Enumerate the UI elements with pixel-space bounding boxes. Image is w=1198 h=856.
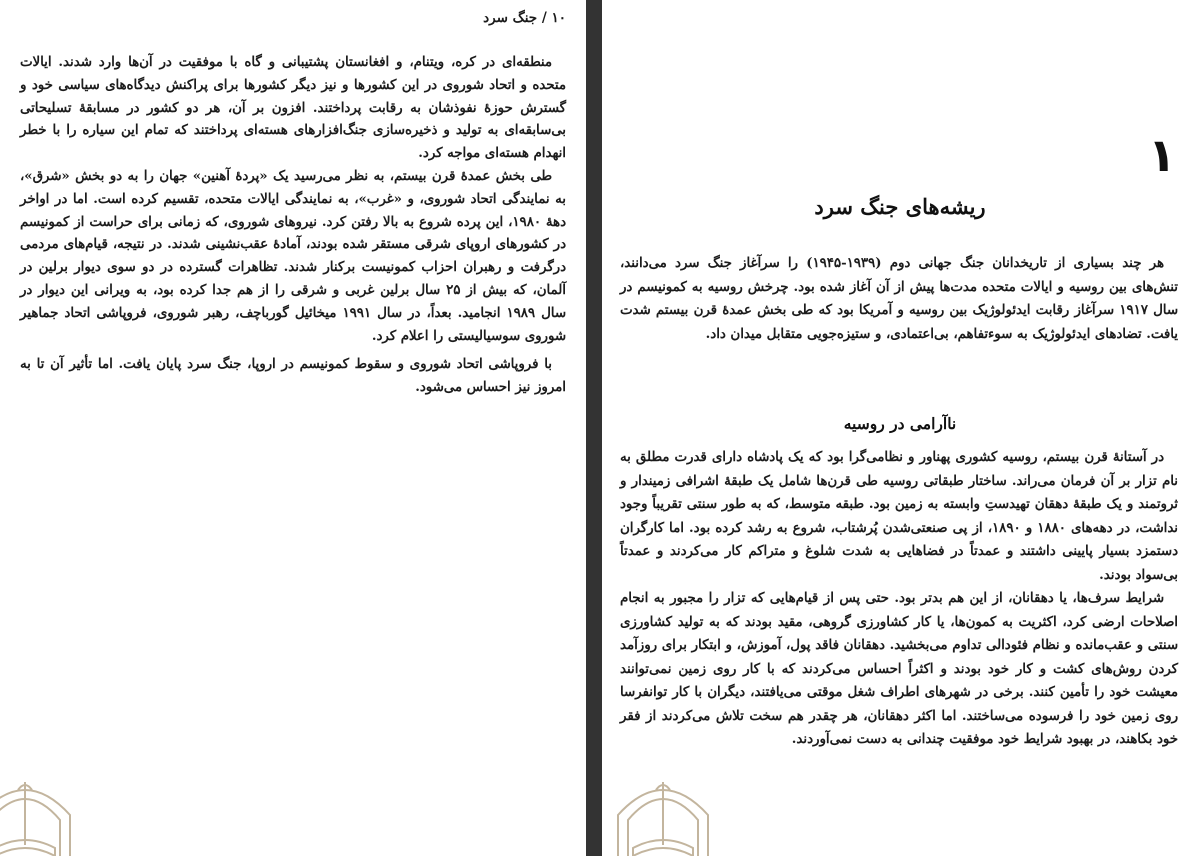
section-paragraph-2: شرایط سرف‌ها، یا دهقانان، از این هم بدتر بود. حتی پس از قیام‌هایی که تزار را مجبور به انجام اصلاحات ارضی کرد، اکثریت به کمون‌ها، یا کار کشاورزی گروهی، مقید بودند که به تولید کشاورزی سنتی و عقب‌مانده و نظام فئودالی تداوم می‌بخشید. دهقانان فاقد پول، آموزش، و ابتکار برای روزآمد کردن روش‌های کشت و کار خود بودند و اکثراً احساس می‌کردند که با کار روی زمین نمی‌توانند معیشت خود را تأمین کنند. برخی در شهرهای اطراف شغل موقتی می‌یافتند، دیگران با کار توانفرسا روی زمین خود را فرسوده می‌ساختند. اما اکثر دهقانان، هر چقدر هم سخت تلاش می‌کردند از فقر خود بکاهند، در بهبود شرایط خود موفقیت چندانی به دست نمی‌آوردند. [620, 591, 1178, 747]
library-seal-icon [608, 760, 718, 856]
left-paragraph-3: با فروپاشی اتحاد شوروی و سقوط کمونیسم در اروپا، جنگ سرد پایان یافت. اما تأثیر آن تا به امروز نیز احساس می‌شود. [20, 357, 566, 396]
chapter-title: ریشه‌های جنگ سرد [814, 194, 986, 219]
section-paragraph-1: در آستانهٔ قرن بیستم، روسیه کشوری پهناور و نظامی‌گرا بود که یک پادشاه دارای قدرت مطلق به نام تزار بر آن فرمان می‌راند. ساختار طبقاتی روسیه طی قرن‌ها شامل یک طبقهٔ اشرافی زمیندار و ثروتمند و یک طبقهٔ دهقان تهیدستِ وابسته به زمین بود. طبقه متوسط، که به طور سنتی تقریباً وجود نداشت، در دهه‌های ۱۸۸۰ و ۱۸۹۰، از پی صنعتی‌شدن پُرشتاب، شروع به رشد کرده بود. اما کارگران دستمزد بسیار پایینی داشتند و عمدتاً در فضاهایی به شدت شلوغ و متراکم کار می‌کردند و عمدتاً بی‌سواد بودند. [620, 450, 1178, 583]
section-title: ناآرامی در روسیه [843, 414, 957, 433]
left-page-body [20, 52, 566, 400]
section-body [620, 446, 1178, 752]
chapter-intro [620, 252, 1178, 346]
intro-paragraph: هر چند بسیاری از تاریخدانان جنگ جهانی دوم (۱۹۳۹-۱۹۴۵) را سرآغاز جنگ سرد می‌دانند، تنش‌های بین روسیه و ایالات متحده مدت‌ها پیش از آن آغاز شده بود. چرخش روسیه به کمونیسم در سال ۱۹۱۷ سرآغاز رقابت ایدئولوژیک بین روسیه و آمریکا بود که طی بخش عمدهٔ قرن بیستم شدت یافت. تضادهای ایدئولوژیک به سوءتفاهم، بی‌اعتمادی، و ستیزه‌جویی متقابل میدان داد. [620, 256, 1179, 342]
right-page [602, 0, 1198, 856]
running-head: ۱۰ / جنگ سرد [483, 10, 566, 26]
library-seal-icon [0, 760, 80, 856]
chapter-number: ۱ [1147, 128, 1176, 182]
left-paragraph-2: طی بخش عمدهٔ قرن بیستم، به نظر می‌رسید یک «پردهٔ آهنین» جهان را به دو بخش «شرق»، به نمایندگی اتحاد شوروی، و «غرب»، به نمایندگی ایالات متحده، تقسیم کرده است. اما در اواخر دههٔ ۱۹۸۰، این پرده شروع به بالا رفتن کرد. نیروهای شوروی، که زمانی برای حراست از کمونیسم در کشورهای اروپای شرقی مستقر شده بودند، آمادهٔ عقب‌نشینی شدند. در نتیجه، قیام‌های مردمی درگرفت و رهبران احزاب کمونیست برکنار شدند. تظاهرات گسترده در دو سوی دیوار برلین در آلمان، که بیش از ۲۵ سال برلین غربی و شرقی را از هم جدا کرده بود، به ویرانی این دیوار در سال ۱۹۸۹ انجامید. بعداً، در سال ۱۹۹۱ میخائیل گورباچف، رهبر شوروی، فروپاشی اتحاد جماهیر شوروی سوسیالیستی را اعلام کرد. [20, 168, 566, 344]
book-spine-divider [586, 0, 602, 856]
left-paragraph-1: منطقه‌ای در کره، ویتنام، و افغانستان پشتیبانی و گاه با موفقیت در آن‌ها وارد شدند. ایالات متحده و اتحاد شوروی در این کشورها و نیز دیگر کشورها برای پراکنش دیدگاه‌های سیاسی خود و گسترش حوزهٔ نفوذشان به رقابت پرداختند. افزون بر آن، هر دو کشور در مسابقهٔ تسلیحاتی بی‌سابقه‌ای به تولید و ذخیره‌سازی جنگ‌افزارهای هسته‌ای پرداختند که تمام این سیاره را با خطر انهدام هسته‌ای مواجه کرد. [20, 55, 566, 162]
left-page [0, 0, 586, 856]
